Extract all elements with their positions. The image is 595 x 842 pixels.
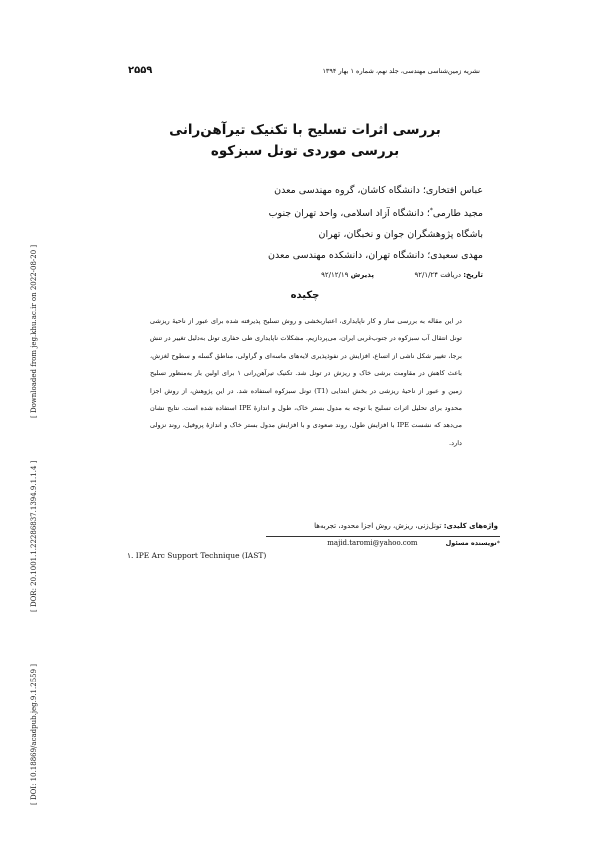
- author-affiliation-text: ؛ دانشگاه آزاد اسلامی، واحد تهران جنوب: [268, 208, 430, 220]
- accepted-label: پذیرش: [350, 271, 374, 279]
- corresponding-mark: *: [429, 207, 433, 214]
- doi-watermark: [ DOI: 10.18869/acadpub.jeg.9.1.2559 ]: [30, 663, 38, 805]
- author-affiliation-1: عباس افتخاری؛ دانشگاه کاشان، گروه مهندسی معدن: [274, 185, 483, 196]
- author-affiliation-4: مهدی سعیدی؛ دانشگاه تهران، دانشکده مهندسی معدن: [268, 250, 483, 261]
- keywords-text: تونل‌زنی، ریزش، روش اجزا محدود، تجربه‌ها: [314, 522, 442, 530]
- received-label: دریافت: [440, 271, 461, 279]
- page-number: ۲۵۵۹: [128, 65, 153, 76]
- abstract-text: در این مقاله به بررسی ساز و کار ناپایداری، اعتباربخشی و روش تسلیح پذیرفته شده برای عبور از ناحیهٔ ریزشی تونل انتقال آب سبزکوه در جنوب‌غربی ایران، می‌پردازیم. مشکلات ناپایداری طی حفاری تونل به‌دلیل تغییر در تنش برجا، تغییر شکل ناشی از اتساع، افزایش در نفوذپذیری لایه‌های ماسه‌ای و گراولی، مناطق گسله و سطوح لغزش، باعث کاهش در مقاومت برشی خاک و ریزش در تونل شد. تکنیک تیرآهن‌رانی ۱ برای اولین بار به‌منظور تسلیح زمین و عبور از ناحیهٔ ریزشی در بخش ابتدایی (T1) تونل سبزکوه استفاده شد. در این پژوهش، از روش اجزا محدود برای تحلیل اثرات تسلیح با توجه به مدول بستر خاک، طول و اندازهٔ IPE استفاده شده است. نتایج نشان می‌دهد که نشست IPE با افزایش طول، روند صعودی و با افزایش مدول بستر خاک و اندازهٔ پروفیل، روند نزولی دارد.: [150, 317, 462, 447]
- corresponding-mark: *: [496, 539, 500, 547]
- author-name: مجید طارمی: [432, 208, 483, 220]
- dor-watermark: [ DOR: 20.1001.1.22286837.1394.9.1.1.4 ]: [30, 460, 38, 612]
- abstract-heading: چکیده: [290, 290, 320, 301]
- corresponding-email: majid.taromi@yahoo.com: [327, 539, 418, 547]
- author-affiliation-2: [103, 207, 483, 219]
- download-watermark: [ Downloaded from jeg.khu.ac.ir on 2022-08-20 ]: [30, 244, 38, 418]
- abstract-body: [150, 313, 462, 452]
- accepted-date: ۹۲/۱۲/۱۹: [321, 271, 349, 279]
- author-affiliation-3: باشگاه پژوهشگران جوان و نخبگان، تهران: [318, 229, 483, 240]
- corresponding-label: نویسنده مسئول: [445, 539, 497, 547]
- keywords: [150, 522, 498, 530]
- dates-label: تاریخ:: [463, 271, 483, 279]
- paper-title-line-1: بررسی اثرات تسلیح با تکنیک تیرآهن‌رانی: [169, 122, 441, 138]
- footnote: ۱. IPE Arc Support Technique (IAST): [127, 551, 267, 560]
- paper-title-line-2: بررسی موردی تونل سبزکوه: [210, 143, 400, 159]
- received-date: ۹۲/۱/۲۴: [414, 271, 438, 279]
- article-dates: [103, 271, 483, 279]
- keywords-label: واژه‌های کلیدی:: [443, 522, 498, 530]
- corresponding-author: [266, 539, 500, 547]
- footnote-divider: [266, 536, 500, 537]
- journal-header: نشریه زمین‌شناسی مهندسی، جلد نهم، شماره ۱ بهار ۱۳۹۴: [322, 67, 480, 75]
